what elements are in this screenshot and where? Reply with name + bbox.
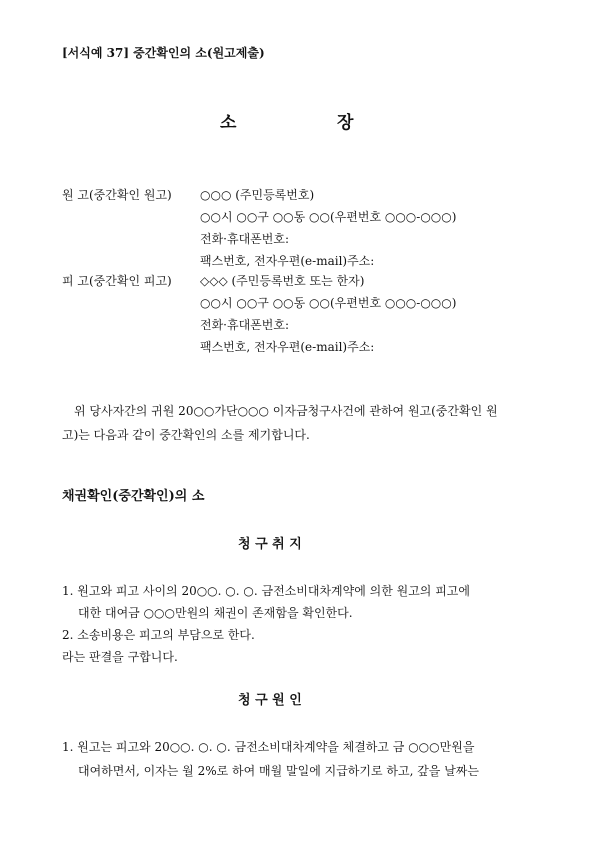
plaintiff-phone: 전화·휴대폰번호:: [200, 232, 290, 246]
claim-purpose-item-1-line-2: 대한 대여금 ○○○만원의 채권이 존재함을 확인한다.: [78, 606, 353, 620]
plaintiff-fax-email: 팩스번호, 전자우편(e-mail)주소:: [200, 254, 375, 268]
document-title-char-1: 소: [220, 113, 237, 133]
defendant-address: ○○시 ○○구 ○○동 ○○(우편번호 ○○○-○○○): [200, 296, 457, 310]
defendant-phone: 전화·휴대폰번호:: [200, 318, 290, 332]
claim-purpose-heading: 청 구 취 지: [238, 537, 302, 552]
form-header: [서식예 37] 중간확인의 소(원고제출): [62, 46, 265, 60]
claim-purpose-closing: 라는 판결을 구합니다.: [62, 650, 178, 664]
claim-cause-heading: 청 구 원 인: [238, 693, 302, 708]
intro-line-1: 위 당사자간의 귀원 20○○가단○○○ 이자금청구사건에 관하여 원고(중간확인 원: [74, 404, 498, 418]
plaintiff-name: ○○○ (주민등록번호): [200, 188, 315, 202]
claim-purpose-item-2: 2. 소송비용은 피고의 부담으로 한다.: [62, 628, 255, 642]
defendant-label: 피 고(중간확인 피고): [62, 274, 172, 288]
document-title-char-2: 장: [337, 113, 354, 133]
claim-purpose-item-1-line-1: 1. 원고와 피고 사이의 20○○. ○. ○. 금전소비대차계약에 의한 원고의 피고에: [62, 584, 470, 598]
plaintiff-label: 원 고(중간확인 원고): [62, 188, 172, 202]
case-title: 채권확인(중간확인)의 소: [62, 489, 205, 504]
defendant-name: ◇◇◇ (주민등록번호 또는 한자): [200, 274, 365, 288]
defendant-fax-email: 팩스번호, 전자우편(e-mail)주소:: [200, 340, 375, 354]
claim-cause-item-1-line-1: 1. 원고는 피고와 20○○. ○. ○. 금전소비대차계약을 체결하고 금 ○○○만원을: [62, 740, 475, 754]
plaintiff-address: ○○시 ○○구 ○○동 ○○(우편번호 ○○○-○○○): [200, 210, 457, 224]
claim-cause-item-1-line-2: 대여하면서, 이자는 월 2%로 하여 매월 말일에 지급하기로 하고, 갚을 날짜는: [78, 764, 479, 778]
intro-line-2: 고)는 다음과 같이 중간확인의 소를 제기합니다.: [62, 428, 310, 442]
